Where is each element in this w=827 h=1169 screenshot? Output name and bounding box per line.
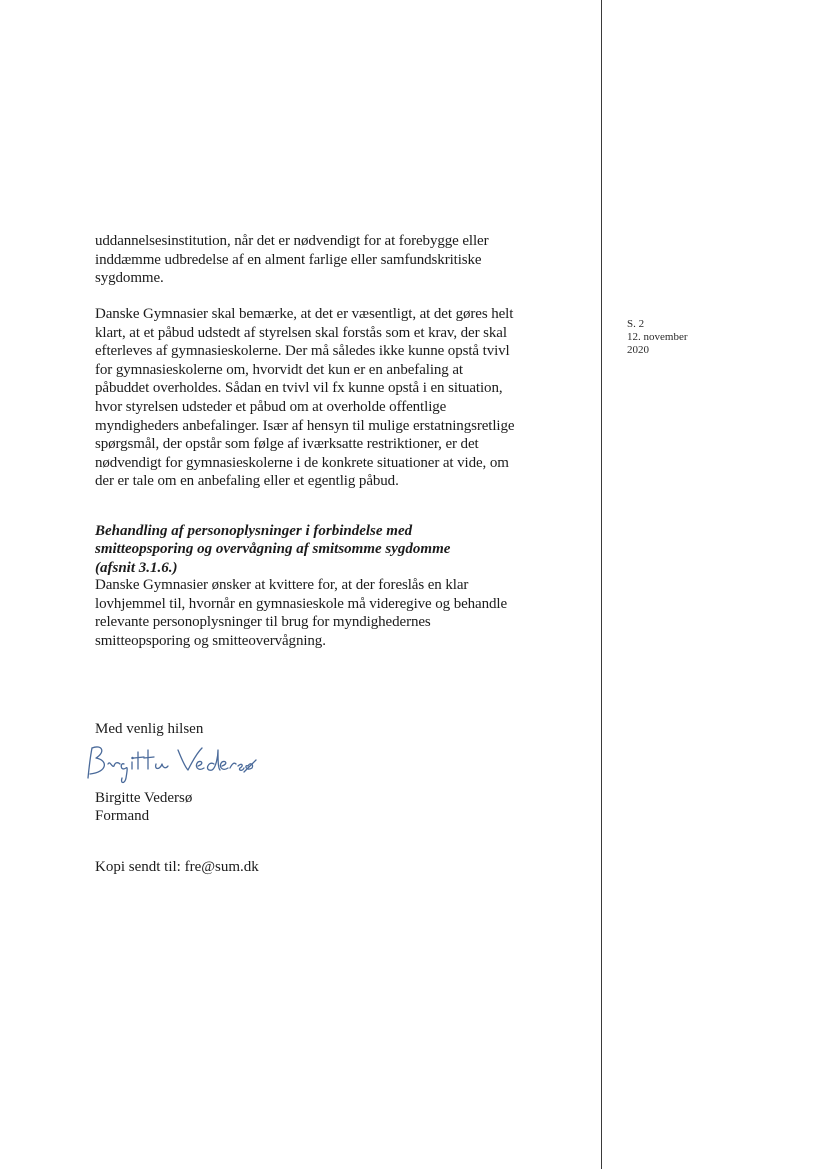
- closing-greeting: Med venlig hilsen: [95, 721, 204, 737]
- signer-title: Formand: [95, 808, 150, 824]
- body-paragraph-danske-gymnasier: [95, 305, 575, 491]
- body-paragraph-continued: [95, 232, 575, 288]
- paragraph-text: uddannelsesinstitution, når det er nødvendigt for at forebygge eller inddæmme udbredelse af en alment farlige eller samfundskritiske sygdomme.: [95, 233, 489, 287]
- date-line-1: 12. november: [627, 331, 688, 343]
- margin-rule: [601, 0, 602, 1169]
- date-line-2: 2020: [627, 344, 649, 356]
- paragraph-text: Danske Gymnasier ønsker at kvittere for, at der foreslås en klar lovhjemmel til, hvornår en gymnasieskole må videregive og behandle relevante personoplysninger til brug for myndighedernes smitteopsporing og smitteovervågning.: [95, 577, 508, 649]
- body-paragraph-section: [95, 576, 575, 650]
- signer-name: Birgitte Vedersø: [95, 790, 193, 806]
- handwritten-signature: [82, 738, 262, 786]
- page-label: S. 2: [627, 318, 645, 330]
- paragraph-text: Danske Gymnasier skal bemærke, at det er væsentligt, at det gøres helt klart, at et påbud udstedt af styrelsen skal forstås som et krav, der skal efterleves af gymnasieskolerne. Der må således ikke kunne opstå tvivl for gymnasieskolerne om, hvorvidt det kun er en anbefaling at påbuddet overholdes. Sådan en tvivl vil fx kunne opstå i en situation, hvor styrelsen udsteder et påbud om at overholde offentlige myndigheders anbefalinger. Især af hensyn til mulige erstatningsretlige spørgsmål, der opstår som følge af iværksatte restriktioner, er det nødvendigt for gymnasieskolerne i de konkrete situationer at vide, om der er tale om en anbefaling eller et egentlig påbud.: [95, 306, 515, 490]
- side-metadata: [627, 318, 687, 357]
- section-heading: Behandling af personoplysninger i forbindelse med smitteopsporing og overvågning af smitsomme sygdomme (afsnit 3.1.6.): [95, 523, 451, 576]
- copy-recipient-line: Kopi sendt til: fre@sum.dk: [95, 859, 259, 875]
